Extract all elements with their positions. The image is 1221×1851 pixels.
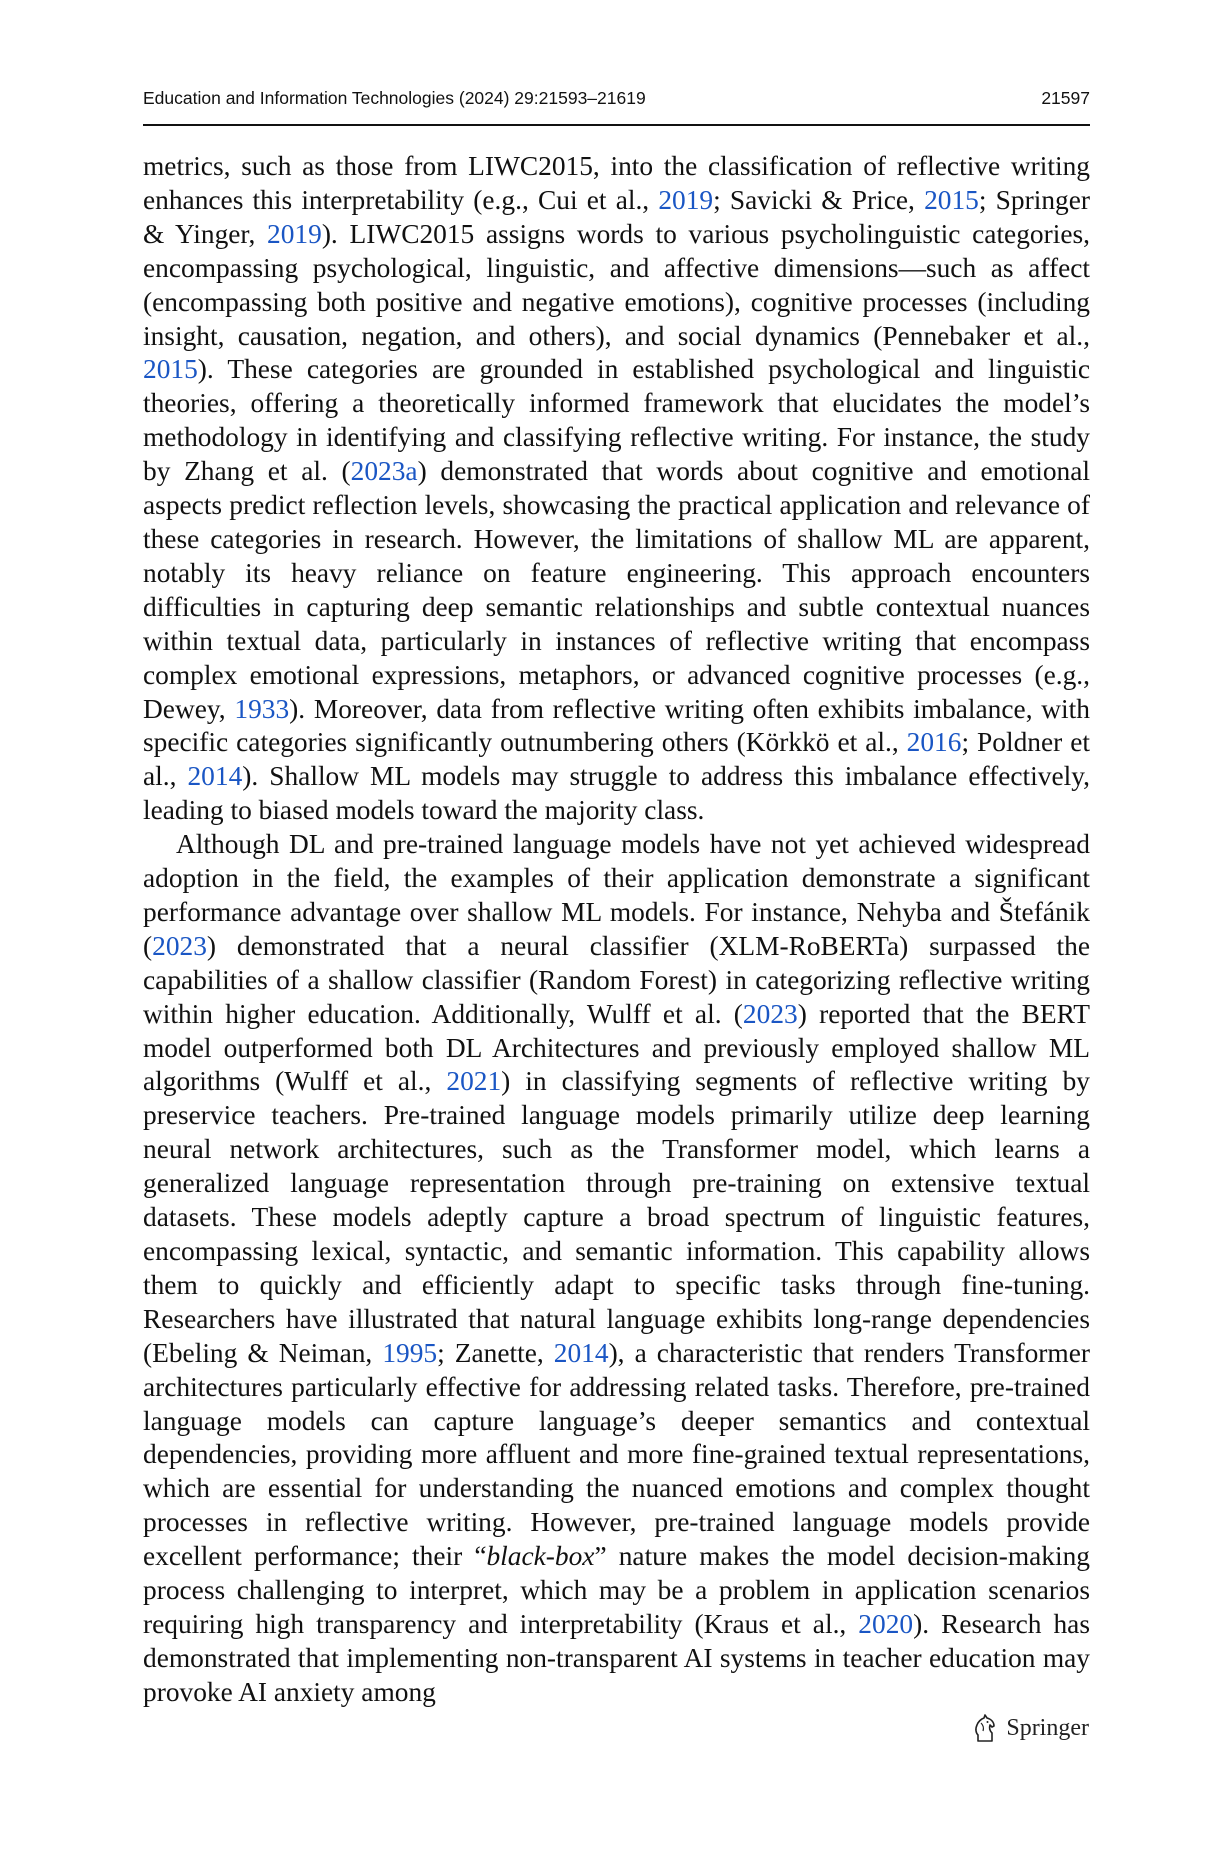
running-header (143, 88, 1090, 109)
text-segment: metrics, such as those from LIWC2015, into the classification of reflective writing enhances this interpretability (e.g., Cui et al., (143, 151, 1090, 215)
text-segment: ; Poldner et al., (143, 727, 1090, 792)
text-segment: ) in classifying segments of reflective writing by preservice teachers. Pre-trained language models primarily utilize deep learning neural network architectures, such as the Transformer model, which learns a generalized language representation through pre-training on extensive textual datasets. These models adeptly capture a broad spectrum of linguistic features, encompassing lexical, syntactic, and semantic information. This capability allows them to quickly and efficiently adapt to specific tasks through fine-tuning. Researchers have illustrated that natural language exhibits long-range dependencies (Ebeling & Neiman, (143, 1066, 1090, 1368)
text-segment: ) reported that the BERT model outperformed both DL Architectures and previously employed shallow ML algorithms (Wulff et al., (143, 998, 1090, 1097)
journal-citation: Education and Information Technologies (2024) 29:21593–21619 (143, 88, 646, 108)
publisher-footer (972, 1713, 1089, 1743)
citation-link[interactable]: 2023a (350, 456, 418, 487)
paragraph (143, 150, 1090, 828)
paragraph (143, 828, 1090, 1710)
citation-link[interactable]: 1933 (234, 693, 290, 724)
text-segment: ; Zanette, (437, 1337, 554, 1368)
text-segment: ). Shallow ML models may struggle to address this imbalance effectively, leading to biased models toward the majority class. (143, 761, 1090, 826)
citation-link[interactable]: 2014 (553, 1337, 609, 1368)
citation-link[interactable]: 2016 (906, 727, 962, 758)
publisher-name: Springer (1006, 1714, 1089, 1741)
text-segment: ; Savicki & Price, (713, 184, 925, 215)
body-text (143, 150, 1090, 1710)
citation-link[interactable]: 2019 (658, 184, 714, 215)
citation-link[interactable]: 1995 (382, 1337, 438, 1368)
text-segment: ). These categories are grounded in established psychological and linguistic theories, offering a theoretically informed framework that elucidates the model’s methodology in identifying and classifying reflective writing. For instance, the study by Zhang et al. ( (143, 354, 1090, 487)
citation-link[interactable]: 2021 (446, 1066, 502, 1097)
text-segment: ). Moreover, data from reflective writing often exhibits imbalance, with specific categories significantly outnumbering others (Körkkö et al., (143, 693, 1090, 758)
text-segment: ). Research has demonstrated that implementing non-transparent AI systems in teacher education may provoke AI anxiety among (143, 1608, 1090, 1707)
citation-link[interactable]: 2015 (924, 184, 979, 215)
springer-horse-icon (972, 1713, 998, 1743)
header-rule (143, 124, 1090, 126)
citation-link[interactable]: 2015 (143, 354, 198, 385)
text-segment: ) demonstrated that words about cognitive and emotional aspects predict reflection levels, showcasing the practical application and relevance of these categories in research. However, the limitations of shallow ML are apparent, notably its heavy reliance on feature engineering. This approach encounters difficulties in capturing deep semantic relationships and subtle contextual nuances within textual data, particularly in instances of reflective writing that encompass complex emotional expressions, metaphors, or advanced cognitive processes (e.g., Dewey, (143, 456, 1090, 724)
citation-link[interactable]: 2019 (267, 218, 322, 249)
citation-link[interactable]: 2020 (858, 1608, 914, 1639)
text-segment: ” nature makes the model decision-making process challenging to interpret, which may be a problem in application scenarios requiring high transparency and interpretability (Kraus et al., (143, 1541, 1090, 1639)
text-segment: ), a characteristic that renders Transformer architectures particularly effective for addressing related tasks. Therefore, pre-trained language models can capture language’s deeper semantics and contextual dependencies, providing more affluent and more fine-grained textual representations, which are essential for understanding the nuanced emotions and complex thought processes in reflective writing. However, pre-trained language models provide excellent performance; their “ (143, 1337, 1091, 1572)
citation-link[interactable]: 2023 (152, 930, 207, 961)
text-segment: Although DL and pre-trained language models have not yet achieved widespread adoption in the field, the examples of their application demonstrate a significant performance advantage over shallow ML models. For instance, Nehyba and Štefánik ( (143, 829, 1090, 961)
citation-link[interactable]: 2014 (187, 761, 243, 792)
text-segment: ). LIWC2015 assigns words to various psycholinguistic categories, encompassing psychological, linguistic, and affective dimensions—such as affect (encompassing both positive and negative emotions), cognitive processes (including insight, causation, negation, and others), and social dynamics (Pennebaker et al., (143, 218, 1090, 351)
page-number: 21597 (1041, 88, 1090, 108)
text-segment: ; Springer & Yinger, (143, 184, 1090, 249)
emphasis-text: black-box (486, 1541, 595, 1572)
citation-link[interactable]: 2023 (742, 998, 798, 1029)
text-segment: ) demonstrated that a neural classifier (XLM-RoBERTa) surpassed the capabilities of a shallow classifier (Random Forest) in categorizing reflective writing within higher education. Additionally, Wulff et al. ( (143, 930, 1090, 1029)
